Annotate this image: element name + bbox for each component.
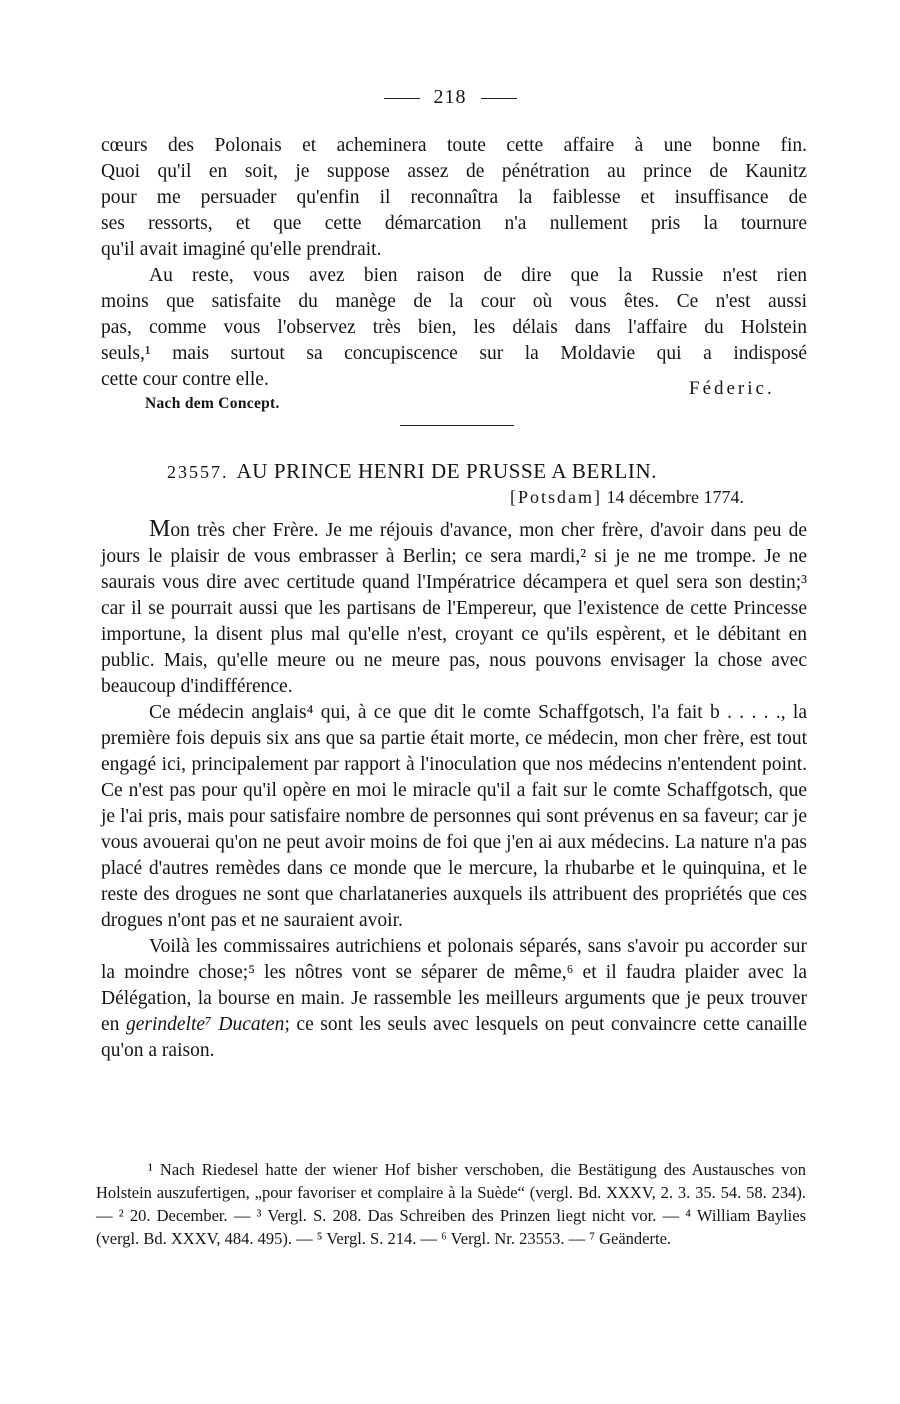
- letter-dateline: [510, 487, 744, 508]
- page-number-dash-left: [384, 98, 420, 99]
- text-line: pas, comme vous l'observez très bien, les délais dans l'affaire du Holstein: [101, 317, 807, 338]
- text-line: ses ressorts, et que cette démarcation n'a nullement pris la tournure: [101, 213, 807, 234]
- source-note: Nach dem Concept.: [145, 395, 280, 412]
- letter-paragraph: Ce médecin anglais⁴ qui, à ce que dit le comte Schaffgotsch, l'a fait b . . . . ., la première fois depuis six ans que sa partie était morte, ce médecin, mon cher frère, est tout engagé ici, principalement par rapport à l'inoculation que nos médecins n'entendent point. Ce n'est pas pour qu'il opère en moi le miracle qu'il a fait sur le comte Schaffgotsch, que je l'ai pris, mais pour satisfaire nombre de personnes qui sont prévenus en sa faveur; car je vous avouerai qu'on ne peut avoir moins de foi que j'en ai aux médecins. La nature n'a pas placé d'autres remèdes dans ce monde que le mercure, la rhubarbe et le quinquina, et le reste des drogues ne sont que charlataneries auxquels ils attribuent des propriétés que ces drogues n'ont pas et ne sauraient avoir.: [101, 702, 807, 931]
- text-line: seuls,¹ mais surtout sa concupiscence sur la Moldavie qui a indisposé: [101, 343, 807, 364]
- letter-title: AU PRINCE HENRI DE PRUSSE A BERLIN.: [236, 459, 658, 483]
- text-line: pour me persuader qu'enfin il reconnaîtra la faiblesse et insuffisance de: [101, 187, 807, 208]
- section-divider: [400, 425, 514, 426]
- page-number-dash-right: [481, 98, 517, 99]
- letter-date: 14 décembre 1774.: [606, 487, 744, 507]
- letter-number: 23557.: [167, 462, 229, 482]
- letter-body: [101, 516, 807, 1064]
- text-line: qu'il avait imaginé qu'elle prendrait.: [101, 239, 382, 260]
- text-line: cœurs des Polonais et acheminera toute cette affaire à une bonne fin.: [101, 135, 807, 156]
- text-line: Quoi qu'il en soit, je suppose assez de pénétration au prince de Kaunitz: [101, 161, 807, 182]
- text-line: cette cour contre elle.: [101, 369, 269, 390]
- salutation-initial: M: [149, 516, 171, 542]
- italic-term: gerindelte⁷: [125, 1014, 212, 1035]
- letter-heading: [167, 459, 657, 484]
- footnote-text: ¹ Nach Riedesel hatte der wiener Hof bisher verschoben, die Bestätigung des Austausches von Holstein auszufertigen, „pour favoriser et complaire à la Suède“ (vergl. Bd. XXXV, 2. 3. 35. 54. 58. 234). — ² 20. December. — ³ Vergl. S. 208. Das Schreiben des Prinzen liegt nicht vor. — ⁴ William Baylies (vergl. Bd. XXXV, 484. 495). — ⁵ Vergl. S. 214. — ⁶ Vergl. Nr. 23553. — ⁷ Geänderte.: [96, 1160, 806, 1248]
- text-line: moins que satisfaite du manège de la cour où vous êtes. Ce n'est aussi: [101, 291, 807, 312]
- paragraph-continued: [101, 133, 807, 393]
- footnotes: [96, 1158, 806, 1250]
- italic-term: Ducaten: [218, 1014, 285, 1035]
- signature: Féderic.: [689, 378, 775, 399]
- letter-paragraph: Mon très cher Frère. Je me réjouis d'avance, mon cher frère, d'avoir dans peu de jours le plaisir de vous embrasser à Berlin; ce sera mardi,² si je ne me trompe. Je ne saurais vous dire avec certitude quand l'Impératrice décampera et quel sera son destin;³ car il se pourrait aussi que les partisans de l'Empereur, que l'existence de cette Princesse importune, la disent plus mal qu'elle n'est, croyant ce qu'ils espèrent, et le débitant en public. Mais, qu'elle meure ou ne meure pas, nous pouvons envisager la chose avec beaucoup d'indifférence.: [101, 516, 807, 697]
- page-number: 218: [0, 86, 900, 109]
- letter-place: [Potsdam]: [510, 487, 602, 507]
- letter-paragraph: Voilà les commissaires autrichiens et polonais séparés, sans s'avoir pu accorder sur la moindre chose;⁵ les nôtres vont se séparer de même,⁶ et il faudra plaider avec la Délégation, la bourse en main. Je rassemble les meilleurs arguments que je peux trouver en gerindelte⁷ Ducaten; ce sont les seuls avec lesquels on peut convaincre cette canaille qu'on a raison.: [101, 936, 808, 1061]
- text-line: Au reste, vous avez bien raison de dire que la Russie n'est rien: [149, 265, 807, 286]
